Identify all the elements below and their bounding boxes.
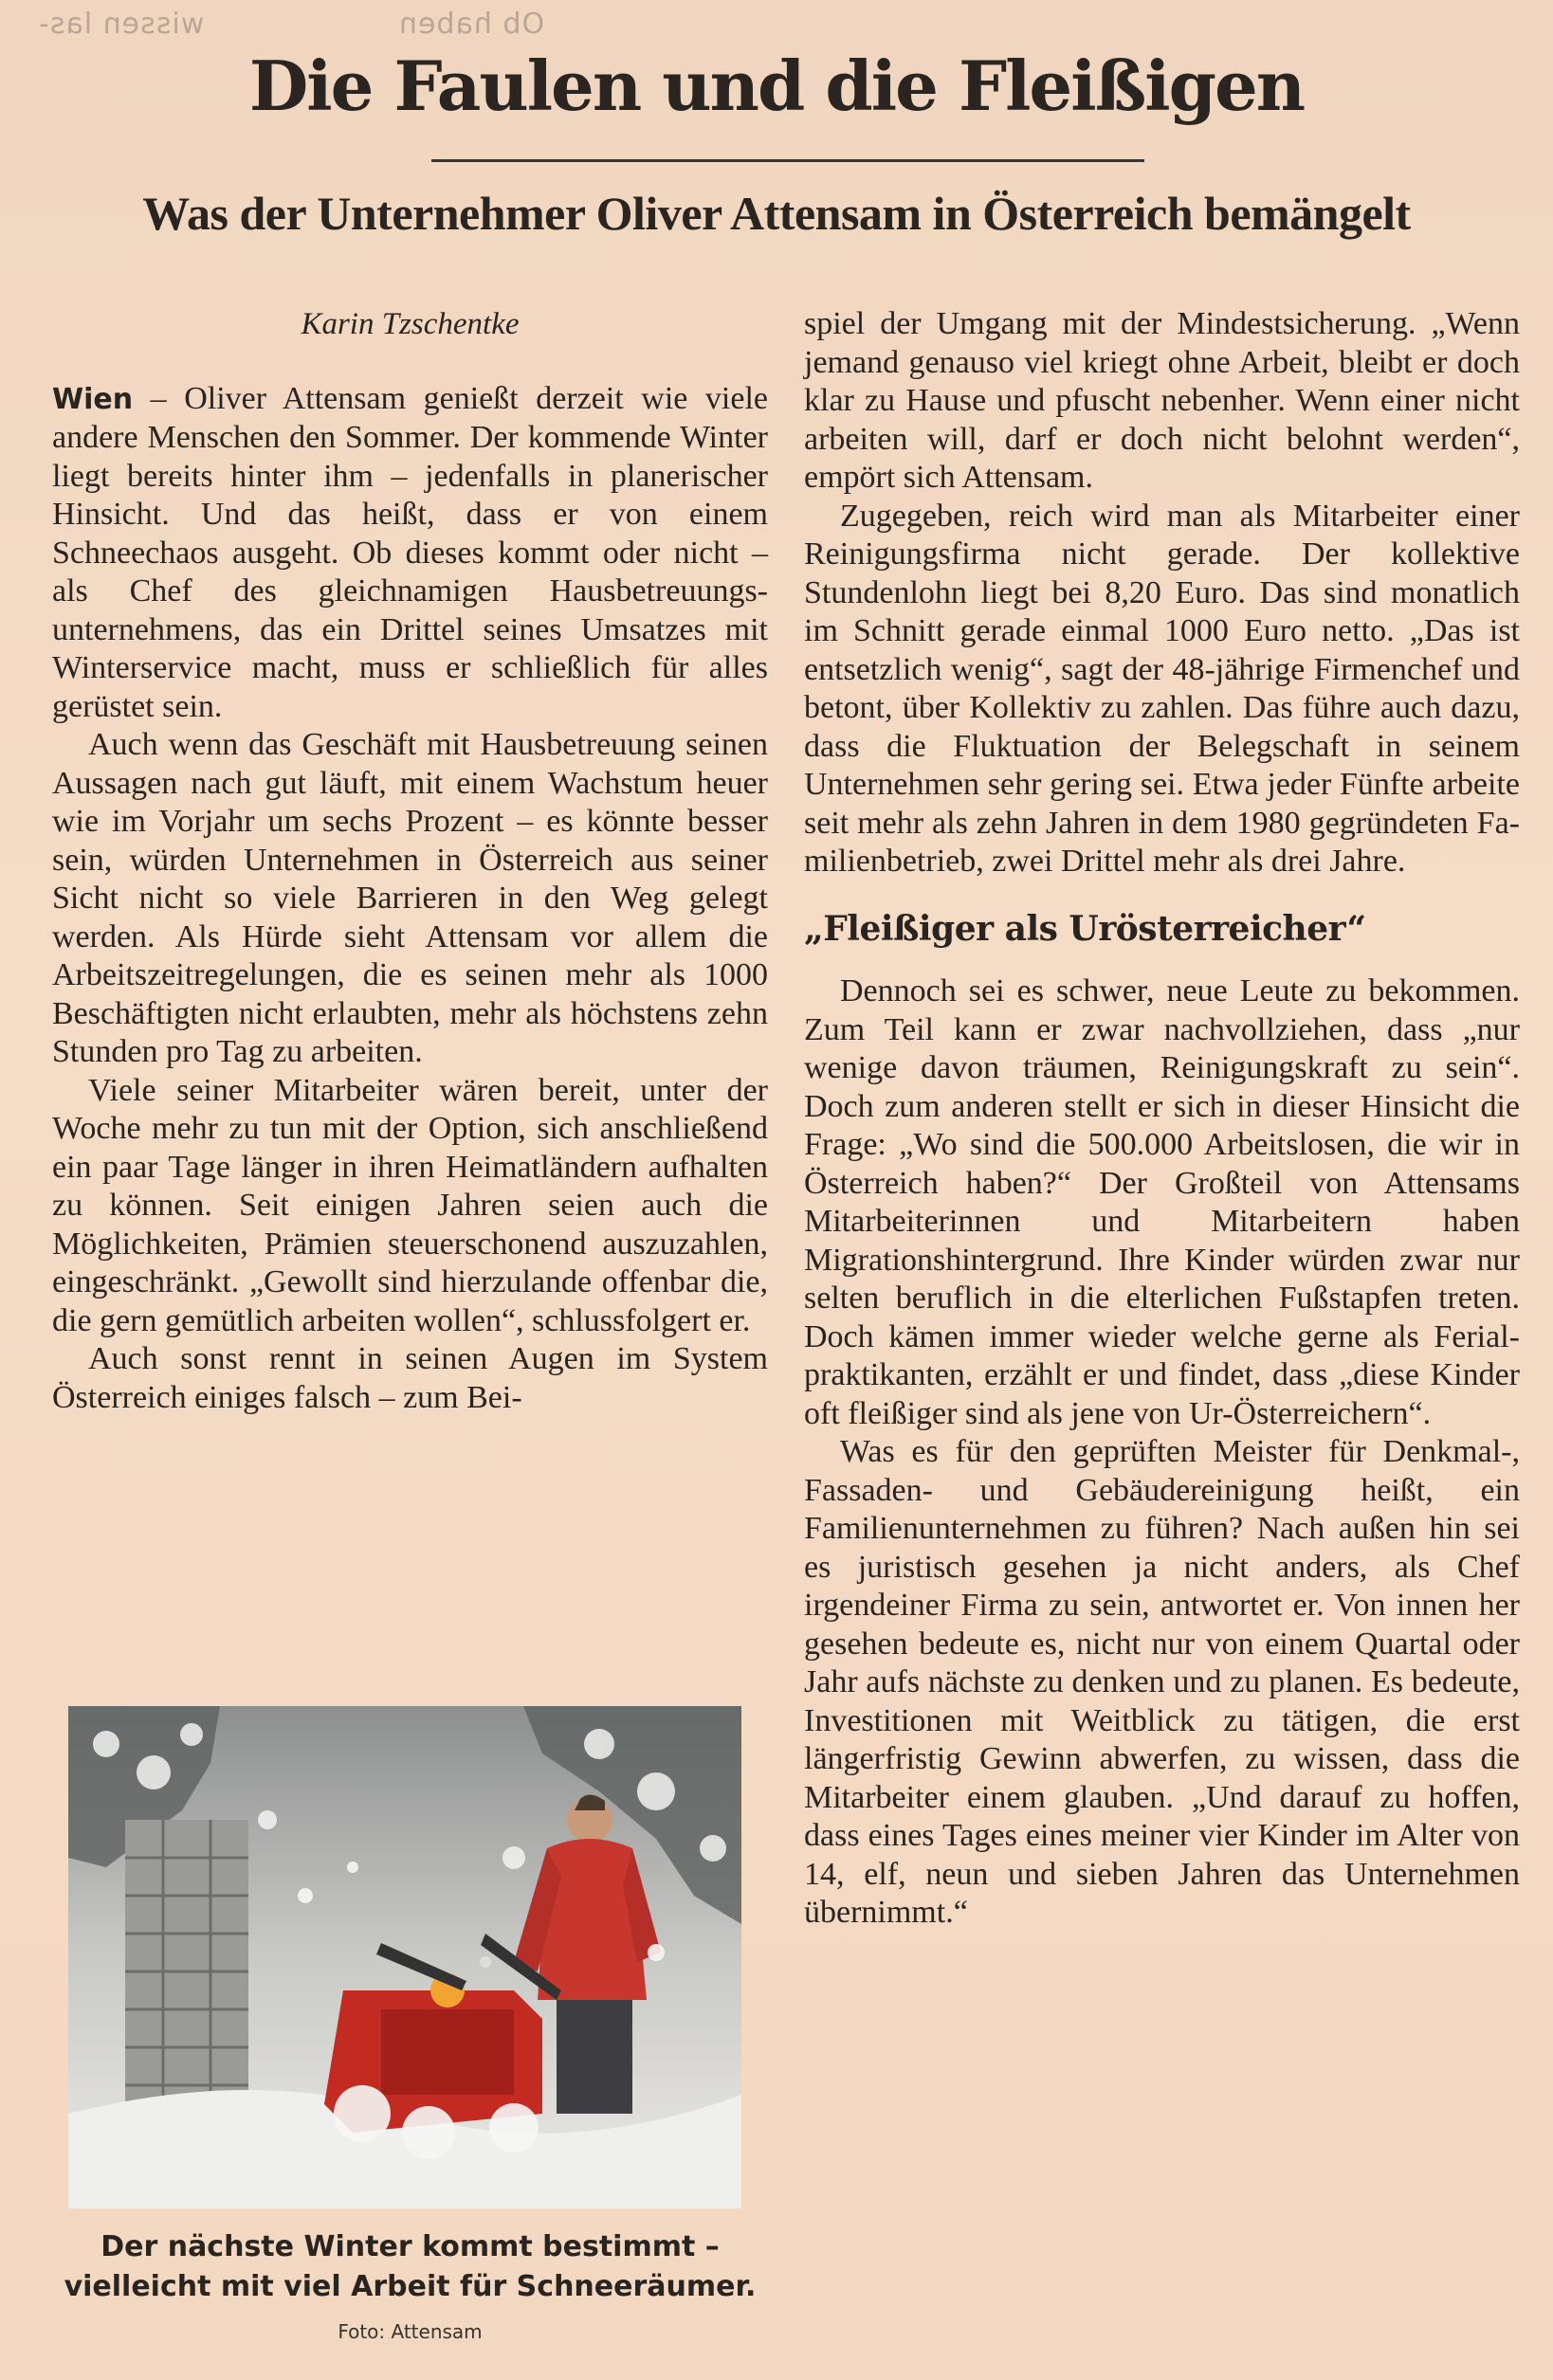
article-column-left — [52, 305, 768, 1417]
article-paragraph: Dennoch sei es schwer, neue Leute zu bekommen. Zum Teil kann er zwar nachvollziehen, dass „nur wenige davon träumen, Reinigungskraft zu sein“. Doch zum anderen stellt er sich in dieser Hinsicht die Frage: „Wo sind die 500.000 Arbeitslosen, die wir in Österreich haben?“ Der Großteil von Attensams Mitarbeiterinnen und Mitarbeitern haben Migrationshintergrund. Ihre Kinder würden zwar nur selten beruflich in die elterlichen Fußstapfen treten. Doch kämen immer wieder welche gerne als Ferialpraktikanten, erzählt er und findet, dass „diese Kinder oft fleißiger sind als jene von Ur-Österreichern“. — [804, 973, 1520, 1431]
article-paragraph: Auch wenn das Geschäft mit Hausbetreuung seinen Aussagen nach gut läuft, mit einem Wachstum heuer wie im Vorjahr um sechs Prozent – es könnte besser sein, würden Unternehmen in Österreich aus seiner Sicht nicht so viele Barrieren in den Weg gelegt werden. Als Hürde sieht Attensam vor allem die Arbeitszeitregelungen, die es seinen mehr als 1000 Beschäftigten nicht erlaubten, mehr als höchstens zehn Stunden pro Tag zu arbeiten. — [52, 727, 768, 1069]
headline: Die Faulen und die Fleißigen — [248, 45, 1305, 126]
article-paragraph: spiel der Umgang mit der Mindestsicherung. „Wenn jemand genauso viel kriegt ohne Arbeit, bleibt er doch klar zu Hause und pfuscht nebenher. Wenn einer nicht arbeiten will, darf er doch nicht belohnt werden“, empört sich Attensam. — [804, 306, 1520, 495]
snow-blower-photo — [68, 1706, 741, 2208]
subheadline: Was der Unternehmer Oliver Attensam in Österreich bemängelt — [142, 187, 1411, 240]
headline-rule — [431, 159, 1144, 162]
article-column-right — [804, 305, 1520, 1933]
article-photo — [68, 1706, 741, 2208]
article-paragraph — [52, 380, 768, 727]
bleed-through-text: Ob haben — [398, 8, 545, 41]
article-paragraph: Auch sonst rennt in seinen Augen im System Österreich einiges falsch – zum Bei- — [52, 1341, 768, 1415]
article-paragraph: Zugegeben, reich wird man als Mitarbeiter einer Reinigungsfirma nicht gerade. Der kollektive Stundenlohn liegt bei 8,20 Euro. Das sind monatlich im Schnitt gerade einmal 1000 Euro netto. „Das ist entsetzlich wenig“, sagt der 48-jährige Firmenchef und betont, über Kollektiv zu zahlen. Das führe auch dazu, dass die Fluktuation der Belegschaft in seinem Unternehmen sehr gering sei. Etwa jeder Fünfte arbeite seit mehr als zehn Jahren in dem 1980 gegründeten Familienbetrieb, zwei Drittel mehr als drei Jahre. — [804, 498, 1520, 879]
bleed-through-text: wissen las- — [38, 8, 205, 41]
photo-caption: Der nächste Winter kommt bestimmt – vielleicht mit viel Arbeit für Schneeräumer. — [64, 2230, 757, 2303]
byline: Karin Tzschentke — [301, 307, 520, 341]
dateline: Wien — [52, 382, 134, 416]
article-paragraph: Was es für den geprüften Meister für Denkmal-, Fassaden- und Gebäudereinigung heißt, ein Familienunternehmen zu führen? Nach außen hin sei es juristisch gesehen ja nicht anders, als Chef irgendeiner Firma zu sein, antwortet er. Von innen her gesehen bedeute es, nicht nur von einem Quartal oder Jahr aufs nächste zu denken und zu planen. Es bedeute, Investitionen mit Weitblick zu tätigen, die erst längerfristig Gewinn abwerfen, zu wissen, dass die Mitarbeiter einem glauben. „Und darauf zu hoffen, dass eines Tages eines meiner vier Kinder im Alter von 14, elf, neun und sieben Jahren das Unternehmen übernimmt.“ — [804, 1434, 1520, 1930]
crosshead: „Fleißiger als Urösterreicher“ — [804, 908, 1366, 949]
photo-credit: Foto: Attensam — [338, 2320, 483, 2343]
article-paragraph: Viele seiner Mitarbeiter wären bereit, unter der Woche mehr zu tun mit der Option, sich anschließend ein paar Tage länger in ihren Heimatländern aufhalten zu können. Seit einigen Jahren seien auch die Möglichkeiten, Prämien steuerschonend auszuzahlen, eingeschränkt. „Gewollt sind hierzulande offenbar die, die gern gemütlich arbeiten wollen“, schlussfolgert er. — [52, 1072, 768, 1338]
paragraph-text: – Oliver Attensam genießt derzeit wie viele andere Menschen den Sommer. Der kommende Winter liegt bereits hinter ihm – jedenfalls in planerischer Hinsicht. Und das heißt, dass er von einem Schneechaos ausgeht. Ob dieses kommt oder nicht – als Chef des gleichnamigen Hausbetreuungsunternehmens, das ein Drittel seines Umsatzes mit Winterservice macht, muss er schließlich für alles gerüstet sein. — [52, 380, 768, 724]
